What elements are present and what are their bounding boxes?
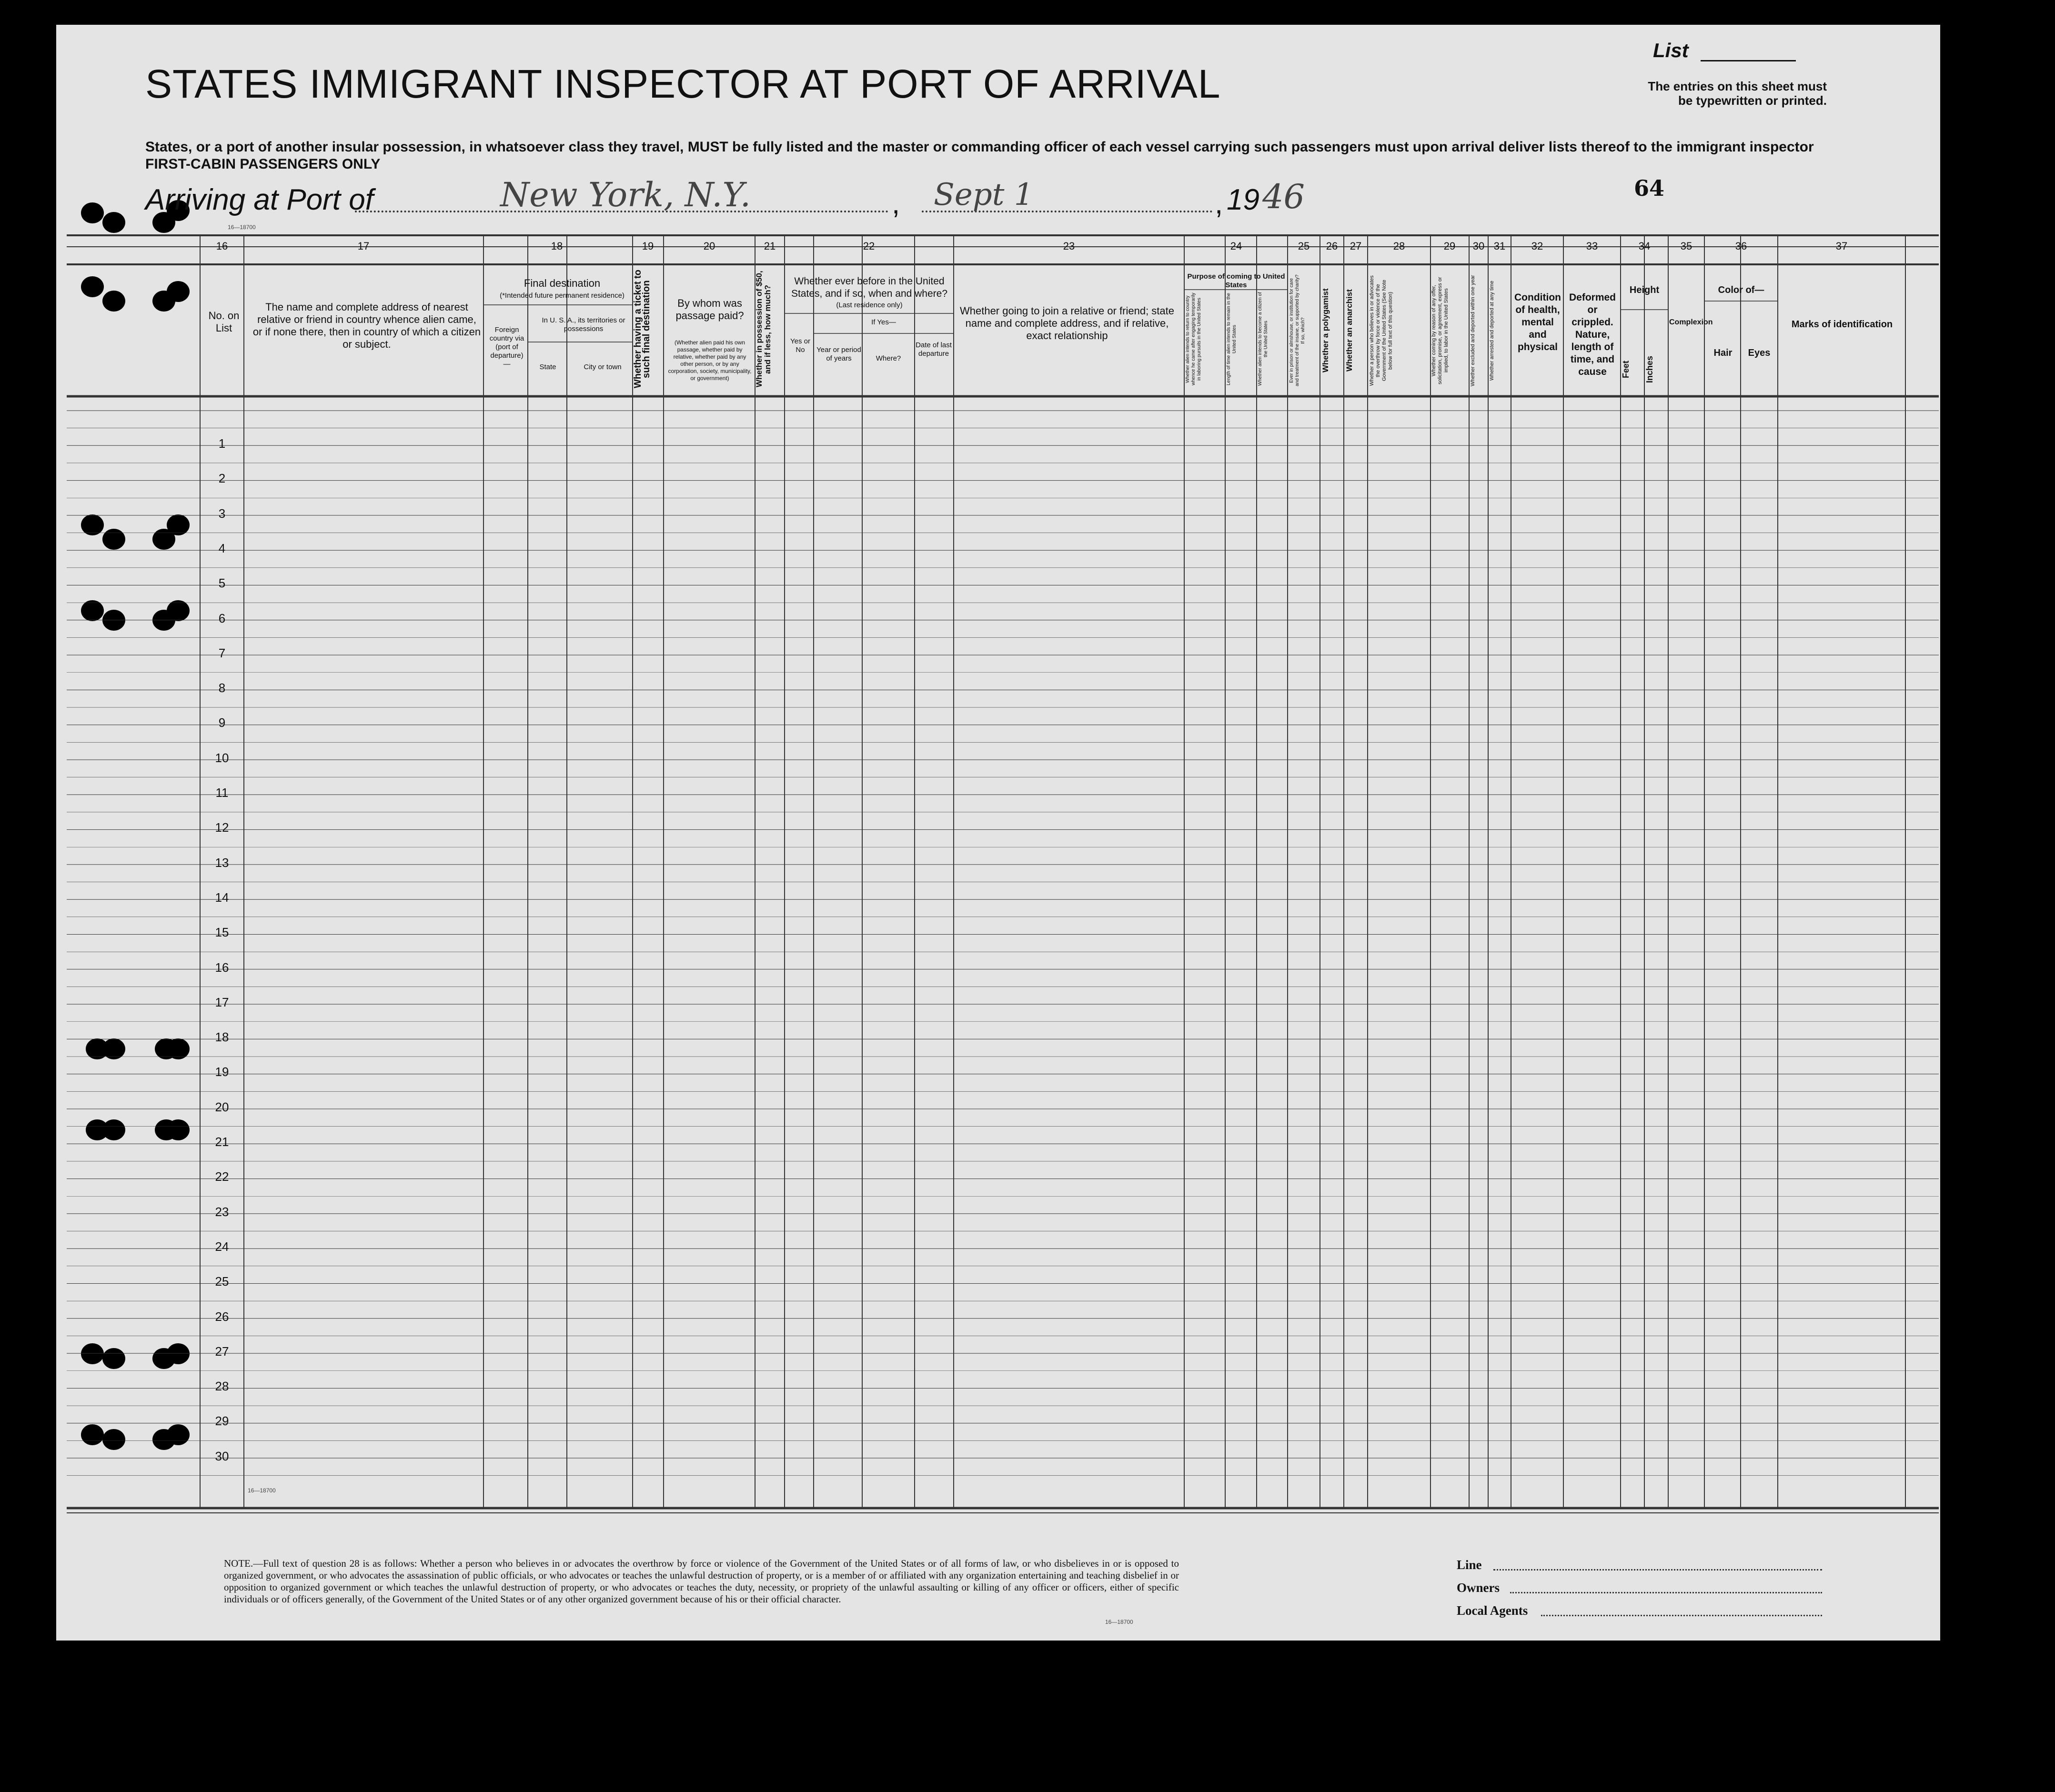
row-number: 17 [215,995,229,1009]
subtitle-class: FIRST-CABIN PASSENGERS ONLY [145,156,381,172]
header-fifty-dollars: Whether in possession of $50, and if less, how much? [755,271,772,388]
page-title: STATES IMMIGRANT INSPECTOR AT PORT OF ARRIVAL [145,61,1221,106]
row-number: 14 [215,890,229,905]
row-number: 27 [215,1344,229,1359]
owners-label: Owners [1457,1581,1500,1595]
row-number: 29 [215,1414,229,1429]
column-number: 36 [1735,240,1747,252]
column-number: 35 [1680,240,1692,252]
sheet-number: 64 [1634,175,1665,201]
header-nearest-relative: The name and complete address of nearest relative or friend in country whence alien came, or if none there, then in country of which a citizen or subject. [252,301,481,350]
header-overthrow: Whether a person who believes in or advocates the overthrow by force or violence of the Government of the United States (See Note below for full text of this question) [1369,275,1393,386]
header-height: Height [1629,285,1660,295]
header-purpose-citizen: Whether alien intends to become a citizen of the United States [1258,292,1269,386]
column-number: 27 [1350,240,1362,252]
row-number: 25 [215,1274,229,1289]
header-purpose-return: Whether alien intends to return to country whence he came after engaging temporarily in laboring pursuits in the United States [1185,292,1202,386]
row-number: 16 [215,960,229,975]
line-field[interactable] [1493,1569,1822,1571]
entries-note-line-1: The entries on this sheet must [1648,79,1827,93]
header-prison-almshouse: Ever in prison or almshouse, or institution for care and treatment of the insane, or supported by charity? If so, which? [1289,274,1306,387]
header-date-of-departure: Date of last departure [916,341,952,358]
column-number: 30 [1472,240,1485,252]
entries-note-line-2: be typewritten or printed. [1678,93,1827,108]
row-number: 6 [218,611,226,625]
column-number: 37 [1835,240,1848,252]
header-inches: Inches [1645,355,1654,383]
local-agents-label: Local Agents [1457,1603,1528,1618]
row-number: 10 [215,750,229,765]
row-number: 28 [215,1379,229,1394]
header-passage-paid: By whom was passage paid? [675,297,744,322]
row-number: 4 [218,541,226,555]
form-code-footer: 16—18700 [1105,1619,1133,1625]
header-in-usa: In U. S. A., its territories or possessions [542,316,625,333]
handwritten-date: Sept 1 [934,177,1034,212]
header-join-relative: Whether going to join a relative or friend; state name and complete address, and if relative, exact relationship [959,305,1175,342]
column-number: 29 [1443,240,1456,252]
column-number: 25 [1298,240,1310,252]
header-color-of: Color of— [1718,285,1764,295]
header-yes-or-no: Yes or No [790,337,810,354]
column-number: 24 [1230,240,1242,252]
header-polygamist: Whether a polygamist [1321,288,1330,373]
header-arrested-deported: Whether arrested and deported at any time [1489,281,1495,381]
row-number: 1 [218,436,226,451]
form-code-bottom: 16—18700 [248,1487,276,1494]
list-label: List [1653,39,1689,61]
row-number: 15 [215,925,229,940]
arriving-label: Arriving at Port of [145,183,373,216]
column-number: 19 [642,240,654,252]
local-agents-field[interactable] [1541,1615,1822,1616]
header-final-destination-note: (*Intended future permanent residence) [500,292,625,300]
comma: , [1215,187,1223,220]
header-anarchist: Whether an anarchist [1345,289,1354,372]
footnote-question-28: NOTE.—Full text of question 28 is as follows: Whether a person who believes in or advocates the overthrow by force or violence of the Government of the United States or of all forms of law, or who disbelieves in or is opposed to organized government, or who advocates the assassination of public officials, or who advocates or teaches the unlawful destruction of property, or is a member of or affiliated with any organization entertaining and teaching disbelief in or opposition to organized government or which teaches the unlawful destruction of property, or who advocates or teaches the duty, necessity, or propriety of the unlawful assaulting or killing of any officer or officers, either of specific individuals or of officers generally, of the Government of the United States or of any other organized government because of his or their official character. [224,1558,1179,1605]
header-state: State [539,363,556,371]
row-number: 13 [215,855,229,870]
header-ticket: Whether having a ticket to such final destination [633,270,652,389]
row-number: 20 [215,1099,229,1114]
year-prefix: 19 [1227,183,1259,216]
row-number: 19 [215,1065,229,1079]
header-deformed: Deformed or crippled. Nature, length of time, and cause [1569,292,1616,377]
header-purpose: Purpose of coming to United States [1187,272,1285,289]
row-number: 30 [215,1449,229,1463]
header-passage-paid-note: (Whether alien paid his own passage, whether paid by relative, whether paid by any other person, or by any corporation, society, municipality, or government) [668,339,752,382]
row-number: 22 [215,1169,229,1184]
row-number: 24 [215,1239,229,1254]
line-label: Line [1457,1558,1482,1572]
header-feet: Feet [1621,360,1631,378]
column-number: 23 [1063,240,1075,252]
header-hair: Hair [1713,348,1733,358]
header-eyes: Eyes [1748,348,1771,358]
header-where: Where? [876,354,901,362]
header-condition-health: Condition of health, mental and physical [1514,292,1561,352]
row-number: 7 [218,645,226,660]
row-number: 21 [215,1135,229,1149]
header-complexion: Complexion [1669,318,1713,326]
column-number: 28 [1393,240,1405,252]
handwritten-port: New York, N.Y. [500,175,751,214]
header-foreign-country: Foreign country via (port of departure)— [489,326,524,368]
header-city-or-town: City or town [584,363,622,371]
header-purpose-length: Length of time alien intends to remain in the United States [1226,293,1237,386]
row-number: 26 [215,1309,229,1324]
column-number: 22 [863,240,875,252]
column-number: 18 [551,240,563,252]
header-marks-identification: Marks of identification [1791,319,1893,330]
column-number: 33 [1586,240,1598,252]
owners-field[interactable] [1510,1592,1822,1593]
row-number: 5 [218,576,226,591]
column-number: 31 [1493,240,1506,252]
row-number: 18 [215,1030,229,1045]
subtitle-instructions: States, or a port of another insular possession, in whatsoever class they travel, MUST be fully listed and the master or commanding officer of each vessel carrying such passengers must upon arrival deliver lists thereof to the immigrant inspector [145,139,1814,155]
form-code-top: 16—18700 [228,224,256,231]
handwritten-year: 46 [1262,177,1305,216]
header-no-on-list: No. on List [208,310,240,334]
row-number: 11 [215,785,229,800]
row-number: 23 [215,1204,229,1219]
row-number: 8 [218,681,226,695]
comma: , [892,187,900,220]
row-number: 12 [215,820,229,835]
header-ever-before-in-us: Whether ever before in the United States, and if so, when and where? [791,276,948,299]
header-if-yes: If Yes— [871,318,896,326]
row-number: 2 [218,471,226,486]
header-year-or-period: Year or period of years [816,346,861,362]
column-number: 32 [1531,240,1543,252]
column-number: 17 [357,240,370,252]
column-number: 16 [216,240,228,252]
column-number: 26 [1326,240,1338,252]
row-number: 3 [218,506,226,521]
column-number: 21 [764,240,776,252]
header-excluded-deported: Whether excluded and deported within one year [1470,275,1476,386]
header-last-residence: (Last residence only) [836,301,903,309]
header-final-destination: Final destination [524,277,601,289]
column-number: 20 [703,240,715,252]
column-number: 34 [1638,240,1651,252]
row-number: 9 [218,715,226,730]
header-offer-to-labor: Whether coming by reason of any offer, solicitation, promise, or agreement, express or implied, to labor in the United States [1431,277,1449,384]
